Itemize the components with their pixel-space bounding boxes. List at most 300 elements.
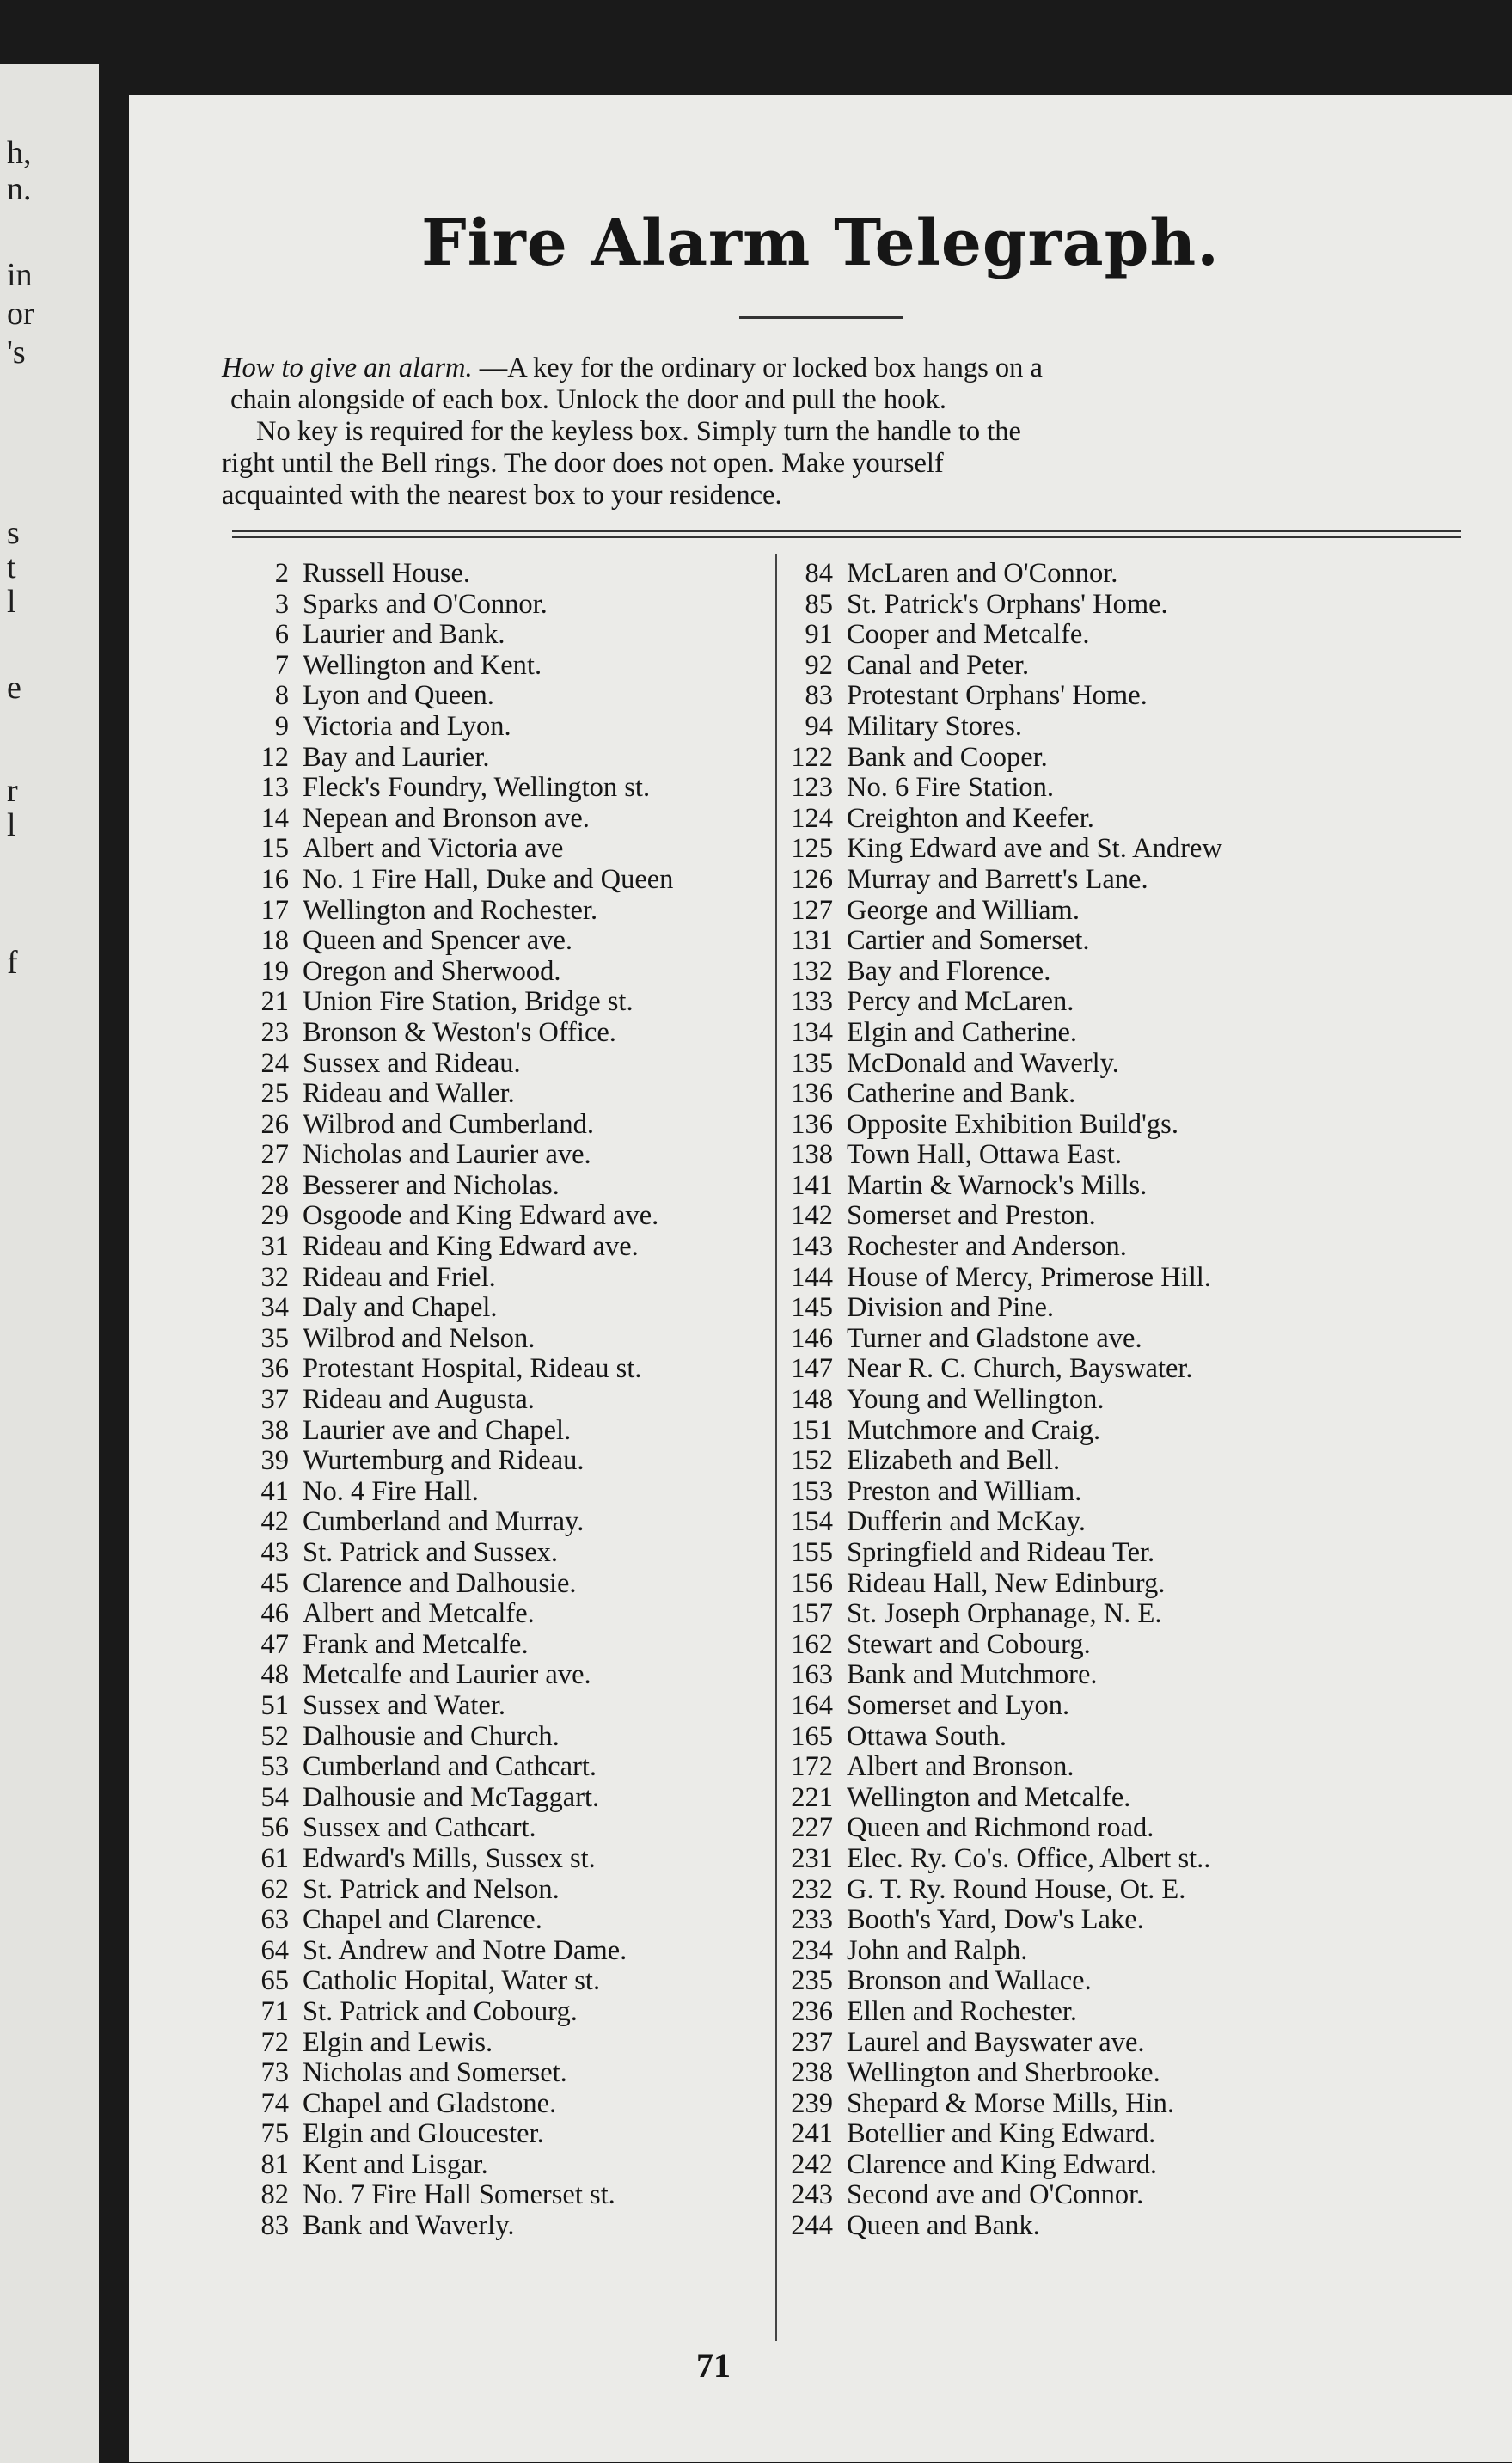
box-number: 71 (260, 1995, 289, 2027)
box-location: Clarence and Dalhousie. (303, 1567, 577, 1599)
box-location: Laurier and Bank. (303, 619, 505, 651)
box-number: 21 (260, 986, 289, 1018)
alarm-box-entry (762, 1416, 1502, 1447)
box-number: 232 (791, 1873, 833, 1905)
box-number: 153 (791, 1475, 833, 1507)
alarm-box-entry (762, 681, 1502, 712)
box-location: Botellier and King Edward. (847, 2118, 1156, 2150)
box-location: Wellington and Metcalfe. (847, 1781, 1131, 1813)
alarm-box-entry (762, 1263, 1502, 1294)
box-number: 84 (805, 558, 833, 589)
box-location: G. T. Ry. Round House, Ot. E. (847, 1873, 1186, 1905)
box-location: Cartier and Somerset. (847, 925, 1090, 957)
box-location: Second ave and O'Connor. (847, 2179, 1144, 2211)
box-number: 156 (791, 1567, 833, 1599)
box-number: 39 (260, 1445, 289, 1477)
box-number: 132 (791, 955, 833, 987)
box-number: 233 (791, 1904, 833, 1936)
alarm-box-entry (762, 1722, 1502, 1753)
box-number: 6 (274, 619, 289, 651)
box-number: 18 (260, 925, 289, 957)
box-number: 154 (791, 1506, 833, 1538)
box-number: 61 (260, 1842, 289, 1874)
box-number: 35 (260, 1322, 289, 1354)
box-number: 34 (260, 1292, 289, 1324)
box-location: Mutchmore and Craig. (847, 1414, 1101, 1446)
box-number: 2 (274, 558, 289, 589)
box-location: Murray and Barrett's Lane. (847, 863, 1148, 895)
alarm-box-entry (199, 1630, 818, 1661)
alarm-box-entry (199, 1110, 818, 1141)
facing-page-fragment: 's (7, 334, 26, 371)
alarm-box-entry (762, 1385, 1502, 1416)
box-location: Somerset and Preston. (847, 1200, 1096, 1232)
box-location: Turner and Gladstone ave. (847, 1322, 1142, 1354)
alarm-box-entry (199, 590, 818, 621)
alarm-box-entry (199, 1783, 818, 1814)
box-number: 15 (260, 833, 289, 865)
alarm-box-entry (199, 1446, 818, 1477)
box-location: No. 6 Fire Station. (847, 772, 1055, 804)
box-number: 145 (791, 1292, 833, 1324)
box-number: 83 (805, 680, 833, 712)
box-location: St. Patrick and Cobourg. (303, 1995, 578, 2027)
box-location: Sussex and Rideau. (303, 1047, 521, 1079)
box-location: John and Ralph. (847, 1934, 1028, 1966)
alarm-box-entry (199, 2180, 818, 2211)
box-location: King Edward ave and St. Andrew (847, 833, 1222, 865)
alarm-box-entry (199, 1813, 818, 1844)
box-number: 62 (260, 1873, 289, 1905)
alarm-box-entry (199, 926, 818, 957)
instruction-line (222, 416, 1466, 448)
alarm-box-entry (762, 834, 1502, 865)
alarm-box-list-right (762, 559, 1502, 2242)
box-location: Young and Wellington. (847, 1384, 1105, 1416)
divider-top (232, 530, 1461, 532)
box-location: Laurel and Bayswater ave. (847, 2026, 1145, 2058)
box-location: Chapel and Clarence. (303, 1904, 542, 1936)
alarm-box-entry (762, 2211, 1502, 2242)
box-number: 17 (260, 894, 289, 926)
box-location: Clarence and King Edward. (847, 2148, 1157, 2180)
alarm-box-entry (199, 1599, 818, 1630)
box-number: 53 (260, 1751, 289, 1783)
box-location: Ellen and Rochester. (847, 1995, 1078, 2027)
box-location: Rideau and King Edward ave. (303, 1231, 639, 1263)
alarm-box-entry (199, 2058, 818, 2089)
box-number: 52 (260, 1720, 289, 1752)
alarm-box-entry (762, 1079, 1502, 1110)
instruction-lead: How to give an alarm. (222, 352, 473, 383)
box-location: St. Patrick's Orphans' Home. (847, 588, 1168, 620)
box-number: 136 (791, 1108, 833, 1140)
box-location: Lyon and Queen. (303, 680, 494, 712)
box-location: Daly and Chapel. (303, 1292, 498, 1324)
box-location: Albert and Bronson. (847, 1751, 1074, 1783)
alarm-box-entry (762, 1477, 1502, 1508)
alarm-box-entry (199, 957, 818, 988)
box-number: 29 (260, 1200, 289, 1232)
facing-page-fragment: r (7, 773, 18, 809)
alarm-box-entry (762, 804, 1502, 835)
alarm-box-entry (762, 1569, 1502, 1600)
box-number: 127 (791, 894, 833, 926)
alarm-box-entry (199, 1201, 818, 1232)
alarm-box-entry (199, 1232, 818, 1263)
box-location: Rideau and Augusta. (303, 1384, 535, 1416)
alarm-box-entry (199, 2119, 818, 2150)
box-number: 28 (260, 1169, 289, 1201)
box-location: Near R. C. Church, Bayswater. (847, 1353, 1193, 1385)
box-number: 48 (260, 1659, 289, 1691)
box-location: Laurier ave and Chapel. (303, 1414, 572, 1446)
alarm-box-entry (199, 1569, 818, 1600)
title-underline (739, 316, 903, 319)
box-location: Nepean and Bronson ave. (303, 802, 590, 834)
box-number: 237 (791, 2026, 833, 2058)
alarm-box-entry (199, 834, 818, 865)
instruction-text: No key is required for the keyless box. Simply turn the handle to the (256, 416, 1021, 447)
alarm-box-entry (199, 1936, 818, 1967)
facing-page-fragment: l (7, 807, 16, 843)
alarm-box-entry (762, 957, 1502, 988)
box-location: Division and Pine. (847, 1292, 1055, 1324)
box-location: Wellington and Kent. (303, 649, 542, 681)
facing-page-fragment: s (7, 515, 20, 551)
box-location: Cooper and Metcalfe. (847, 619, 1090, 651)
box-number: 236 (791, 1995, 833, 2027)
alarm-box-entry (762, 2180, 1502, 2211)
box-location: George and William. (847, 894, 1080, 926)
box-location: Queen and Richmond road. (847, 1812, 1154, 1844)
box-number: 125 (791, 833, 833, 865)
box-number: 234 (791, 1934, 833, 1966)
alarm-box-entry (762, 2058, 1502, 2089)
alarm-box-entry (199, 987, 818, 1018)
alarm-box-entry (199, 1997, 818, 2028)
instruction-line (222, 480, 1466, 512)
box-number: 8 (274, 680, 289, 712)
facing-page-fragment: l (7, 584, 16, 620)
box-location: Sussex and Water. (303, 1689, 505, 1721)
box-number: 19 (260, 955, 289, 987)
box-location: House of Mercy, Primerose Hill. (847, 1261, 1211, 1293)
box-number: 41 (260, 1475, 289, 1507)
alarm-box-entry (762, 1171, 1502, 1202)
box-location: McLaren and O'Connor. (847, 558, 1118, 589)
alarm-box-entry (762, 2089, 1502, 2120)
box-number: 82 (260, 2179, 289, 2211)
box-number: 7 (274, 649, 289, 681)
alarm-box-entry (762, 2119, 1502, 2150)
box-location: No. 4 Fire Hall. (303, 1475, 479, 1507)
box-location: Cumberland and Cathcart. (303, 1751, 597, 1783)
alarm-box-entry (762, 1844, 1502, 1875)
alarm-box-entry (762, 1783, 1502, 1814)
box-location: Preston and William. (847, 1475, 1082, 1507)
box-number: 32 (260, 1261, 289, 1293)
box-location: Protestant Orphans' Home. (847, 680, 1148, 712)
alarm-box-entry (762, 712, 1502, 743)
box-number: 157 (791, 1598, 833, 1630)
instruction-text: acquainted with the nearest box to your residence. (222, 480, 782, 511)
box-number: 46 (260, 1598, 289, 1630)
alarm-box-entry (762, 926, 1502, 957)
facing-page-fragment: or (7, 296, 34, 332)
box-number: 143 (791, 1231, 833, 1263)
box-location: Kent and Lisgar. (303, 2148, 488, 2180)
alarm-box-entry (762, 865, 1502, 896)
box-number: 163 (791, 1659, 833, 1691)
box-location: St. Andrew and Notre Dame. (303, 1934, 627, 1966)
box-number: 164 (791, 1689, 833, 1721)
alarm-box-entry (199, 1477, 818, 1508)
facing-page-fragment: n. (7, 171, 32, 207)
alarm-box-entry (199, 2089, 818, 2120)
box-number: 91 (805, 619, 833, 651)
alarm-box-entry (762, 1110, 1502, 1141)
alarm-box-entry (199, 1660, 818, 1691)
box-location: Catherine and Bank. (847, 1078, 1076, 1110)
alarm-box-entry (199, 559, 818, 590)
box-number: 42 (260, 1506, 289, 1538)
alarm-box-entry (199, 1538, 818, 1569)
box-number: 238 (791, 2057, 833, 2089)
alarm-box-list-left (199, 559, 818, 2242)
alarm-box-entry (199, 1385, 818, 1416)
alarm-box-entry (199, 896, 818, 927)
box-location: Russell House. (303, 558, 470, 589)
instruction-text: chain alongside of each box. Unlock the door and pull the hook. (230, 384, 947, 415)
alarm-box-entry (762, 1599, 1502, 1630)
alarm-box-entry (762, 1630, 1502, 1661)
box-number: 85 (805, 588, 833, 620)
box-location: Dufferin and McKay. (847, 1506, 1086, 1538)
box-location: Cumberland and Murray. (303, 1506, 585, 1538)
box-location: Military Stores. (847, 710, 1023, 742)
alarm-box-entry (762, 2028, 1502, 2059)
box-number: 45 (260, 1567, 289, 1599)
box-number: 81 (260, 2148, 289, 2180)
alarm-box-entry (762, 620, 1502, 651)
alarm-box-entry (762, 1201, 1502, 1232)
box-location: Martin & Warnock's Mills. (847, 1169, 1148, 1201)
box-location: Sussex and Cathcart. (303, 1812, 536, 1844)
box-number: 124 (791, 802, 833, 834)
box-location: Dalhousie and McTaggart. (303, 1781, 600, 1813)
facing-page-edge (0, 64, 99, 2463)
box-number: 72 (260, 2026, 289, 2058)
box-location: Frank and Metcalfe. (303, 1628, 529, 1660)
alarm-box-entry (762, 743, 1502, 774)
box-number: 239 (791, 2087, 833, 2119)
box-number: 83 (260, 2210, 289, 2242)
box-location: Canal and Peter. (847, 649, 1030, 681)
alarm-box-entry (762, 1293, 1502, 1324)
box-location: St. Joseph Orphanage, N. E. (847, 1598, 1162, 1630)
box-number: 231 (791, 1842, 833, 1874)
box-location: Rideau and Waller. (303, 1078, 515, 1110)
alarm-box-entry (199, 1324, 818, 1355)
alarm-box-entry (199, 1507, 818, 1538)
box-number: 25 (260, 1078, 289, 1110)
box-number: 147 (791, 1353, 833, 1385)
alarm-box-entry (199, 1171, 818, 1202)
alarm-box-entry (199, 1018, 818, 1049)
box-location: Rideau and Friel. (303, 1261, 496, 1293)
box-location: Booth's Yard, Dow's Lake. (847, 1904, 1144, 1936)
alarm-box-entry (199, 1293, 818, 1324)
alarm-box-entry (199, 651, 818, 682)
alarm-box-entry (199, 1844, 818, 1875)
box-location: Rochester and Anderson. (847, 1231, 1127, 1263)
box-number: 242 (791, 2148, 833, 2180)
box-location: Somerset and Lyon. (847, 1689, 1070, 1721)
alarm-box-entry (199, 865, 818, 896)
alarm-box-entry (762, 1446, 1502, 1477)
alarm-box-entry (762, 1538, 1502, 1569)
box-number: 138 (791, 1139, 833, 1171)
box-location: Elizabeth and Bell. (847, 1445, 1061, 1477)
box-number: 122 (791, 741, 833, 773)
instruction-text: right until the Bell rings. The door does not open. Make yourself (222, 448, 944, 479)
box-location: Elec. Ry. Co's. Office, Albert st.. (847, 1842, 1211, 1874)
box-location: Albert and Victoria ave (303, 833, 564, 865)
alarm-box-entry (199, 1079, 818, 1110)
alarm-box-entry (762, 1752, 1502, 1783)
box-number: 56 (260, 1812, 289, 1844)
alarm-box-entry (199, 712, 818, 743)
alarm-box-entry (762, 2150, 1502, 2181)
alarm-box-entry (762, 1324, 1502, 1355)
box-location: Bronson & Weston's Office. (303, 1016, 616, 1048)
box-location: St. Patrick and Sussex. (303, 1537, 559, 1568)
alarm-box-entry (199, 2028, 818, 2059)
alarm-box-entry (199, 804, 818, 835)
box-number: 16 (260, 863, 289, 895)
box-number: 73 (260, 2057, 289, 2089)
instruction-line (222, 448, 1466, 480)
alarm-box-entry (199, 681, 818, 712)
alarm-box-entry (762, 1507, 1502, 1538)
alarm-box-entry (199, 1049, 818, 1080)
box-number: 31 (260, 1231, 289, 1263)
box-number: 135 (791, 1047, 833, 1079)
alarm-instructions (222, 352, 1466, 512)
box-location: Wurtemburg and Rideau. (303, 1445, 585, 1477)
alarm-box-entry (762, 1936, 1502, 1967)
box-number: 146 (791, 1322, 833, 1354)
box-location: Shepard & Morse Mills, Hin. (847, 2087, 1174, 2119)
box-number: 38 (260, 1414, 289, 1446)
box-number: 148 (791, 1384, 833, 1416)
box-number: 64 (260, 1934, 289, 1966)
box-number: 134 (791, 1016, 833, 1048)
alarm-box-entry (199, 1905, 818, 1936)
box-number: 14 (260, 802, 289, 834)
box-location: Elgin and Gloucester. (303, 2118, 544, 2150)
box-number: 243 (791, 2179, 833, 2211)
box-location: Albert and Metcalfe. (303, 1598, 535, 1630)
box-location: Creighton and Keefer. (847, 802, 1094, 834)
box-location: Wellington and Rochester. (303, 894, 598, 926)
facing-page-fragment: in (7, 257, 33, 293)
box-location: Elgin and Lewis. (303, 2026, 493, 2058)
box-location: Nicholas and Somerset. (303, 2057, 567, 2089)
box-location: Queen and Bank. (847, 2210, 1040, 2242)
alarm-box-entry (199, 2150, 818, 2181)
box-number: 152 (791, 1445, 833, 1477)
alarm-box-entry (762, 559, 1502, 590)
box-location: Stewart and Cobourg. (847, 1628, 1091, 1660)
box-location: Bay and Laurier. (303, 741, 490, 773)
alarm-box-entry (762, 1049, 1502, 1080)
alarm-box-entry (762, 1140, 1502, 1171)
box-location: Springfield and Rideau Ter. (847, 1537, 1155, 1568)
alarm-box-entry (762, 1875, 1502, 1906)
alarm-box-entry (199, 1416, 818, 1447)
facing-page-fragment: f (7, 945, 18, 981)
box-number: 24 (260, 1047, 289, 1079)
box-number: 144 (791, 1261, 833, 1293)
box-number: 165 (791, 1720, 833, 1752)
alarm-box-entry (199, 1691, 818, 1722)
alarm-box-entry (762, 1660, 1502, 1691)
box-number: 37 (260, 1384, 289, 1416)
box-number: 43 (260, 1537, 289, 1568)
box-location: No. 1 Fire Hall, Duke and Queen (303, 863, 674, 895)
box-number: 65 (260, 1965, 289, 1997)
box-number: 51 (260, 1689, 289, 1721)
facing-page-fragment: t (7, 549, 16, 585)
box-number: 75 (260, 2118, 289, 2150)
alarm-box-entry (199, 1875, 818, 1906)
page-title: Fire Alarm Telegraph. (421, 206, 1220, 280)
alarm-box-entry (762, 1354, 1502, 1385)
box-number: 227 (791, 1812, 833, 1844)
box-location: Bay and Florence. (847, 955, 1051, 987)
alarm-box-entry (199, 1354, 818, 1385)
box-location: Catholic Hopital, Water st. (303, 1965, 601, 1997)
instruction-text: —A key for the ordinary or locked box hangs on a (472, 352, 1043, 383)
box-number: 36 (260, 1353, 289, 1385)
facing-page-fragment: e (7, 670, 21, 706)
box-location: Bronson and Wallace. (847, 1965, 1092, 1997)
box-number: 151 (791, 1414, 833, 1446)
box-number: 141 (791, 1169, 833, 1201)
box-number: 94 (805, 710, 833, 742)
box-location: McDonald and Waverly. (847, 1047, 1119, 1079)
box-number: 142 (791, 1200, 833, 1232)
page-number: 71 (696, 2346, 731, 2385)
box-location: Oregon and Sherwood. (303, 955, 561, 987)
box-location: St. Patrick and Nelson. (303, 1873, 560, 1905)
box-number: 162 (791, 1628, 833, 1660)
divider-bottom (232, 536, 1461, 538)
alarm-box-entry (199, 620, 818, 651)
alarm-box-entry (762, 987, 1502, 1018)
alarm-box-entry (762, 1966, 1502, 1997)
alarm-box-entry (762, 1691, 1502, 1722)
box-number: 131 (791, 925, 833, 957)
alarm-box-entry (199, 1263, 818, 1294)
box-location: Rideau Hall, New Edinburg. (847, 1567, 1166, 1599)
alarm-box-entry (199, 1722, 818, 1753)
alarm-box-entry (762, 1018, 1502, 1049)
box-number: 27 (260, 1139, 289, 1171)
alarm-box-entry (762, 1232, 1502, 1263)
